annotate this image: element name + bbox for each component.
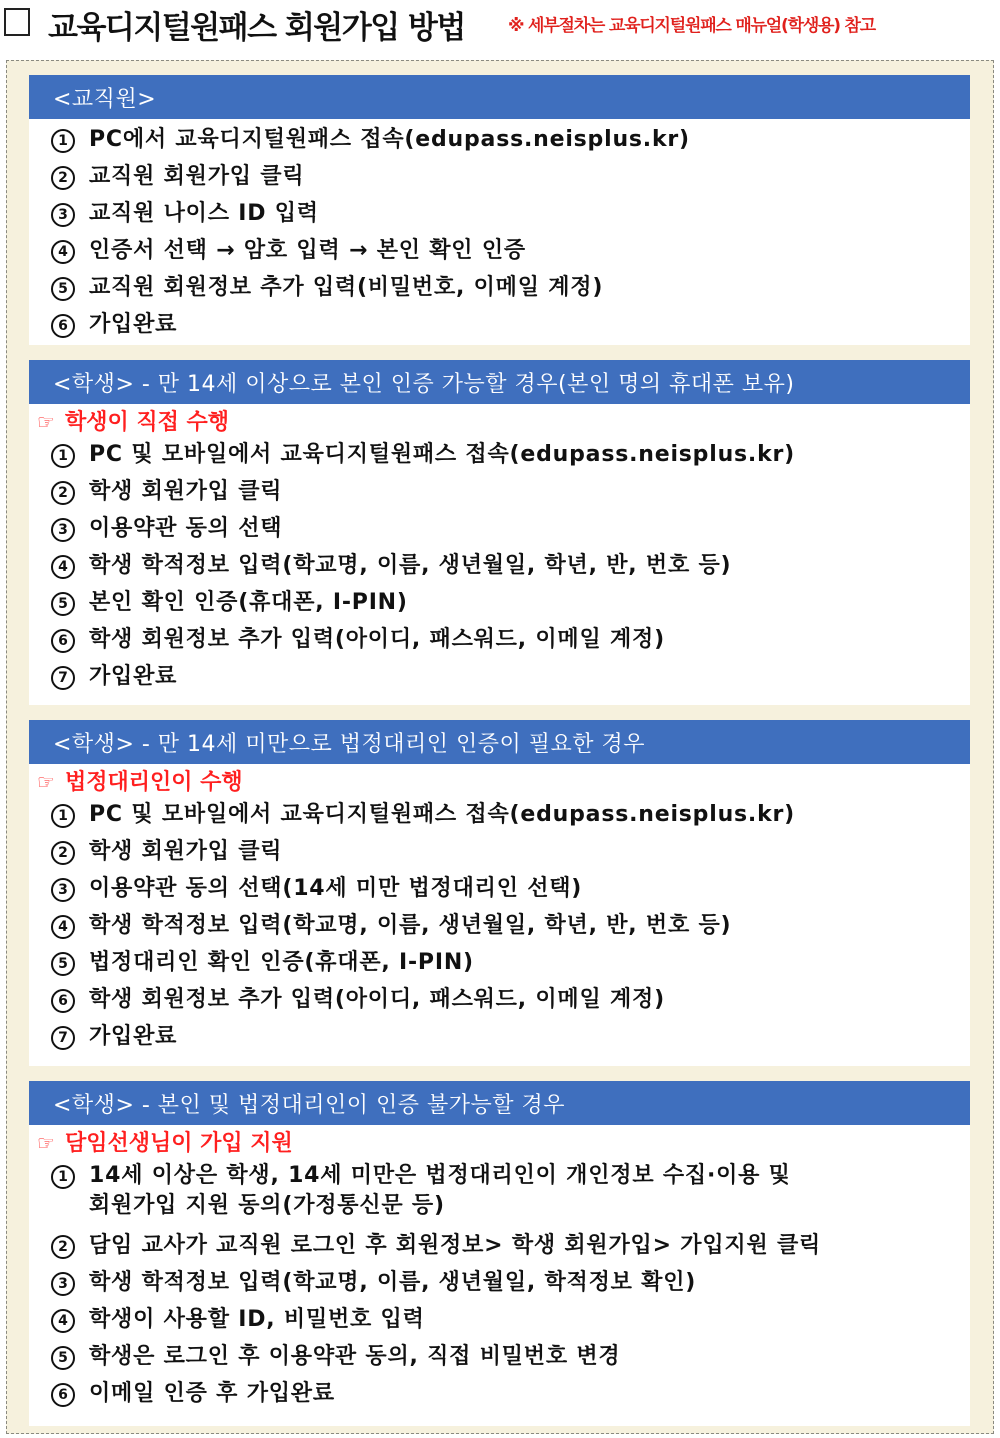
- step-item: [29, 199, 970, 236]
- step-text: 이용약관 동의 선택(14세 미만 법정대리인 선택): [89, 876, 583, 901]
- step-item: [29, 1268, 970, 1305]
- step-text: PC에서 교육디지털원패스 접속(edupass.neisplus.kr): [89, 127, 690, 152]
- reference-note: ※ 세부절차는 교육디지털원패스 매뉴얼(학생용) 참고: [508, 16, 876, 36]
- step-number: 1: [51, 804, 75, 828]
- step-text: 학생 학적정보 입력(학교명, 이름, 생년월일, 학적정보 확인): [89, 1270, 697, 1295]
- step-item: [29, 440, 970, 477]
- step-text: 교직원 회원가입 클릭: [89, 164, 305, 189]
- step-text: 학생 학적정보 입력(학교명, 이름, 생년월일, 학년, 반, 번호 등): [89, 913, 732, 938]
- step-text: 가입완료: [89, 312, 178, 337]
- pointing-hand-icon: ☞: [37, 770, 55, 794]
- section-staff: [29, 75, 970, 345]
- step-item: [29, 874, 970, 911]
- step-item: [29, 310, 970, 347]
- title-row: [0, 0, 1000, 52]
- step-number: 5: [51, 277, 75, 301]
- step-item: [29, 1342, 970, 1379]
- step-number: 5: [51, 1346, 75, 1370]
- performer-line: [29, 404, 970, 440]
- step-text: 이용약관 동의 선택: [89, 516, 283, 541]
- step-text: 학생 회원가입 클릭: [89, 839, 283, 864]
- step-item: [29, 1379, 970, 1416]
- step-item: [29, 551, 970, 588]
- step-text: PC 및 모바일에서 교육디지털원패스 접속(edupass.neisplus.kr): [89, 802, 796, 827]
- step-text: 인증서 선택 → 암호 입력 → 본인 확인 인증: [89, 238, 526, 263]
- section-teacher-assisted: [29, 1081, 970, 1426]
- step-item: [29, 948, 970, 985]
- checkbox-icon[interactable]: [4, 8, 30, 36]
- step-number: 2: [51, 166, 75, 190]
- step-number: 4: [51, 240, 75, 264]
- section-header: <학생> - 만 14세 이상으로 본인 인증 가능할 경우(본인 명의 휴대폰 보유): [29, 360, 970, 404]
- step-number: 4: [51, 555, 75, 579]
- step-item: [29, 273, 970, 310]
- step-number: 5: [51, 952, 75, 976]
- step-item: [29, 162, 970, 199]
- step-text: 담임 교사가 교직원 로그인 후 회원정보> 학생 회원가입> 가입지원 클릭: [89, 1233, 822, 1258]
- step-number: 4: [51, 915, 75, 939]
- step-text: 학생이 사용할 ID, 비밀번호 입력: [89, 1307, 425, 1332]
- step-item: [29, 985, 970, 1022]
- step-number: 5: [51, 592, 75, 616]
- step-number: 6: [51, 1383, 75, 1407]
- step-text: 학생 회원정보 추가 입력(아이디, 패스워드, 이메일 계정): [89, 987, 665, 1012]
- section-header: <학생> - 본인 및 법정대리인이 인증 불가능할 경우: [29, 1081, 970, 1125]
- step-number: 6: [51, 989, 75, 1013]
- step-number: 1: [51, 1165, 75, 1189]
- step-item: [29, 800, 970, 837]
- section-header: <학생> - 만 14세 미만으로 법정대리인 인증이 필요한 경우: [29, 720, 970, 764]
- pointing-hand-icon: ☞: [37, 410, 55, 434]
- step-number: 1: [51, 444, 75, 468]
- step-list: [29, 125, 970, 347]
- step-item: [29, 125, 970, 162]
- pointing-hand-icon: ☞: [37, 1131, 55, 1155]
- step-item: [29, 1231, 970, 1268]
- performer-label: 법정대리인이 수행: [64, 770, 243, 795]
- step-text: PC 및 모바일에서 교육디지털원패스 접속(edupass.neisplus.kr): [89, 442, 796, 467]
- section-student-over-14: [29, 360, 970, 705]
- step-text: 교직원 나이스 ID 입력: [89, 201, 319, 226]
- step-item: [29, 625, 970, 662]
- step-item: [29, 236, 970, 273]
- page-title: 교육디지털원패스 회원가입 방법: [48, 10, 465, 46]
- step-number: 6: [51, 629, 75, 653]
- performer-label: 담임선생님이 가입 지원: [64, 1131, 293, 1156]
- step-number: 6: [51, 314, 75, 338]
- section-student-under-14: [29, 720, 970, 1066]
- step-item: [29, 1305, 970, 1342]
- step-text: 학생 회원정보 추가 입력(아이디, 패스워드, 이메일 계정): [89, 627, 665, 652]
- step-item: [29, 911, 970, 948]
- step-number: 2: [51, 481, 75, 505]
- performer-line: [29, 764, 970, 800]
- step-number: 1: [51, 129, 75, 153]
- step-number: 7: [51, 666, 75, 690]
- step-item: [29, 662, 970, 699]
- step-text: 학생 학적정보 입력(학교명, 이름, 생년월일, 학년, 반, 번호 등): [89, 553, 732, 578]
- step-text: 이메일 인증 후 가입완료: [89, 1381, 335, 1406]
- step-item: [29, 588, 970, 625]
- step-number: 2: [51, 841, 75, 865]
- step-text: 14세 이상은 학생, 14세 미만은 법정대리인이 개인정보 수집·이용 및 회원가입 지원 동의(가정통신문 등): [89, 1163, 791, 1218]
- step-text: 학생은 로그인 후 이용약관 동의, 직접 비밀번호 변경: [89, 1344, 621, 1369]
- step-item: [29, 477, 970, 514]
- step-number: 3: [51, 1272, 75, 1296]
- step-list: [29, 440, 970, 699]
- step-list: [29, 1161, 970, 1416]
- step-number: 2: [51, 1235, 75, 1259]
- step-item: [29, 837, 970, 874]
- step-number: 7: [51, 1026, 75, 1050]
- step-item: [29, 1161, 970, 1231]
- performer-line: [29, 1125, 970, 1161]
- section-header: <교직원>: [29, 75, 970, 119]
- step-text: 법정대리인 확인 인증(휴대폰, I-PIN): [89, 950, 474, 975]
- step-list: [29, 800, 970, 1059]
- step-text: 가입완료: [89, 1024, 178, 1049]
- step-text: 학생 회원가입 클릭: [89, 479, 283, 504]
- step-number: 3: [51, 518, 75, 542]
- step-item: [29, 1022, 970, 1059]
- step-number: 4: [51, 1309, 75, 1333]
- step-number: 3: [51, 878, 75, 902]
- step-text: 가입완료: [89, 664, 178, 689]
- step-text: 교직원 회원정보 추가 입력(비밀번호, 이메일 계정): [89, 275, 604, 300]
- step-text: 본인 확인 인증(휴대폰, I-PIN): [89, 590, 408, 615]
- step-number: 3: [51, 203, 75, 227]
- step-item: [29, 514, 970, 551]
- performer-label: 학생이 직접 수행: [64, 410, 230, 435]
